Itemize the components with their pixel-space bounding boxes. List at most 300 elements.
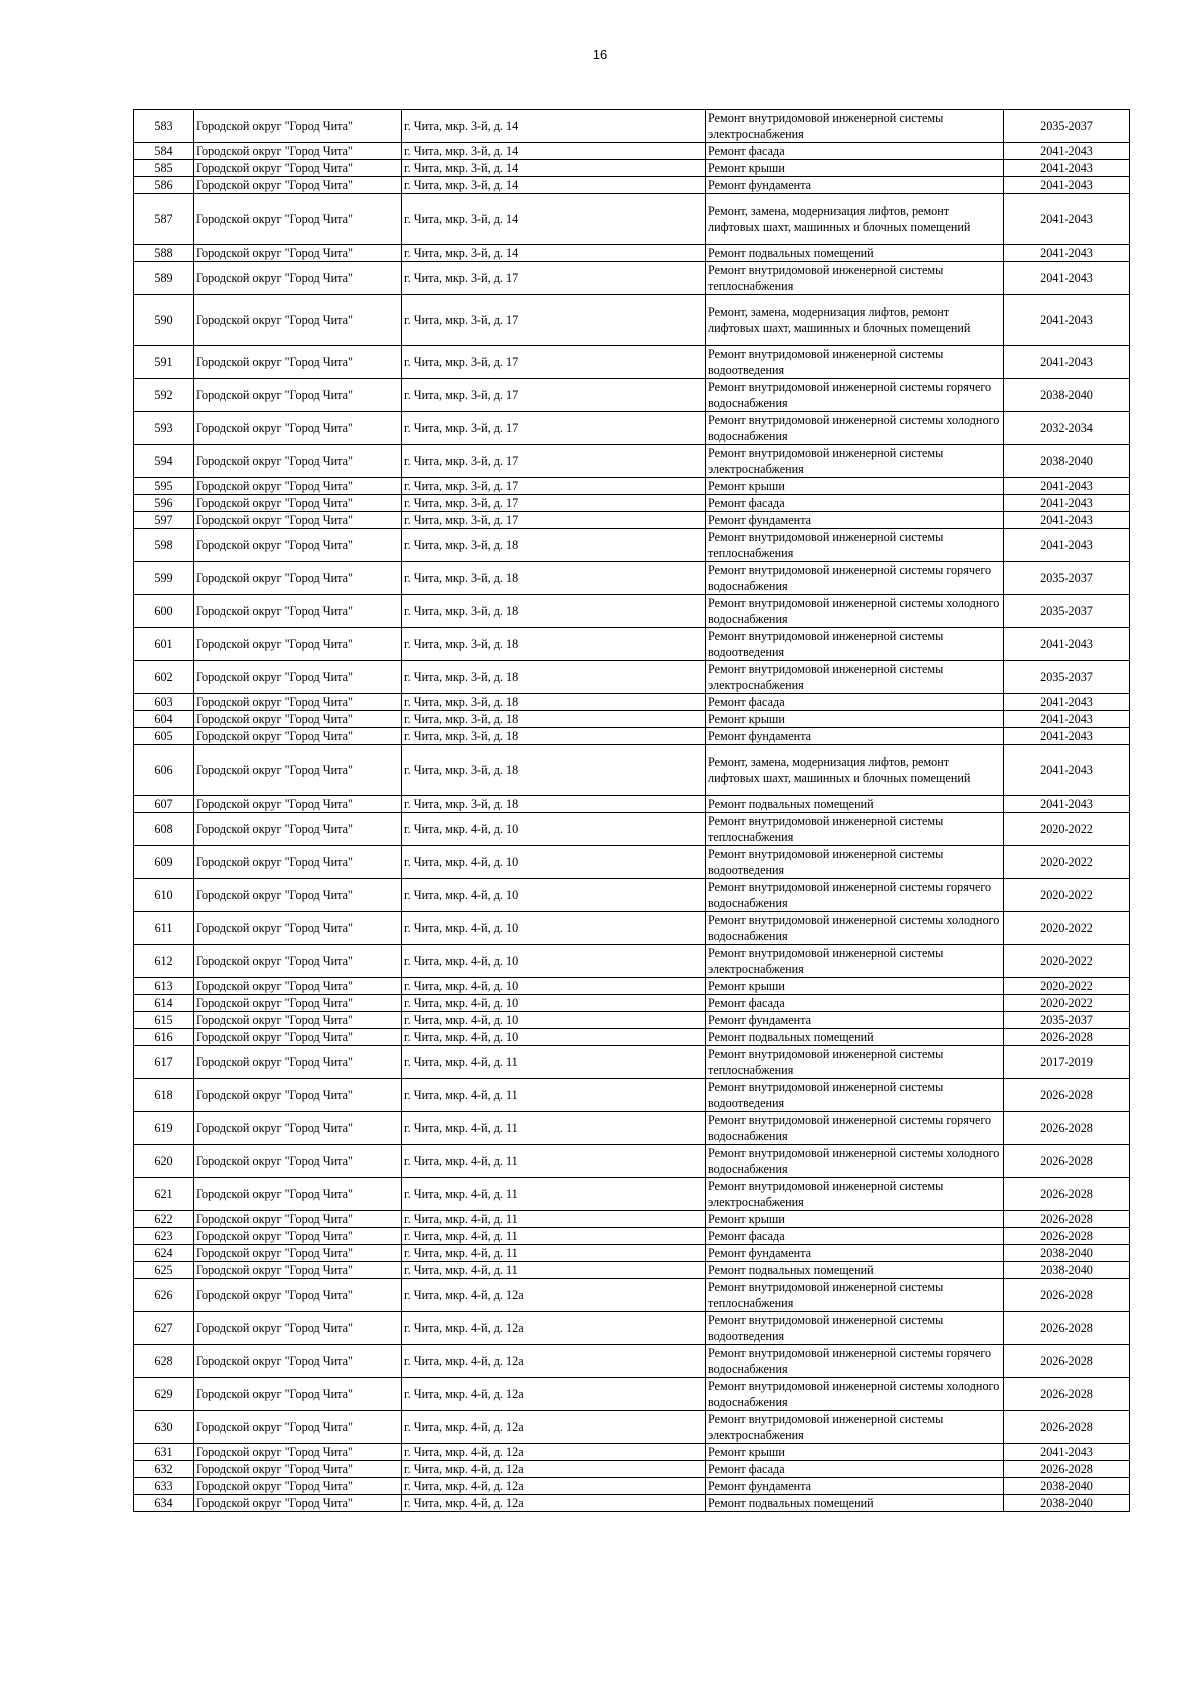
work-type-cell: Ремонт, замена, модернизация лифтов, ремонт лифтовых шахт, машинных и блочных помещений	[706, 194, 1004, 245]
table-row	[134, 143, 1130, 160]
work-type-cell: Ремонт, замена, модернизация лифтов, ремонт лифтовых шахт, машинных и блочных помещений	[706, 745, 1004, 796]
period-cell: 2020-2022	[1004, 912, 1130, 945]
work-type-cell: Ремонт внутридомовой инженерной системы горячего водоснабжения	[706, 879, 1004, 912]
address-cell: г. Чита, мкр. 3-й, д. 17	[402, 495, 706, 512]
period-cell: 2026-2028	[1004, 1178, 1130, 1211]
period-cell: 2026-2028	[1004, 1211, 1130, 1228]
table-row	[134, 1312, 1130, 1345]
work-type-cell: Ремонт крыши	[706, 978, 1004, 995]
period-cell: 2041-2043	[1004, 160, 1130, 177]
work-type-cell: Ремонт фундамента	[706, 1012, 1004, 1029]
table-row	[134, 495, 1130, 512]
address-cell: г. Чита, мкр. 3-й, д. 18	[402, 711, 706, 728]
row-number: 623	[134, 1228, 194, 1245]
municipality-cell: Городской округ "Город Чита"	[194, 711, 402, 728]
work-type-cell: Ремонт фасада	[706, 143, 1004, 160]
row-number: 618	[134, 1079, 194, 1112]
municipality-cell: Городской округ "Город Чита"	[194, 1012, 402, 1029]
work-type-cell: Ремонт крыши	[706, 1444, 1004, 1461]
period-cell: 2035-2037	[1004, 595, 1130, 628]
address-cell: г. Чита, мкр. 4-й, д. 11	[402, 1112, 706, 1145]
municipality-cell: Городской округ "Город Чита"	[194, 1145, 402, 1178]
municipality-cell: Городской округ "Город Чита"	[194, 595, 402, 628]
table-row	[134, 379, 1130, 412]
table-row	[134, 1079, 1130, 1112]
period-cell: 2026-2028	[1004, 1345, 1130, 1378]
municipality-cell: Городской округ "Город Чита"	[194, 1495, 402, 1512]
row-number: 614	[134, 995, 194, 1012]
address-cell: г. Чита, мкр. 4-й, д. 12а	[402, 1378, 706, 1411]
row-number: 602	[134, 661, 194, 694]
address-cell: г. Чита, мкр. 3-й, д. 18	[402, 694, 706, 711]
period-cell: 2038-2040	[1004, 379, 1130, 412]
table-row	[134, 796, 1130, 813]
period-cell: 2017-2019	[1004, 1046, 1130, 1079]
address-cell: г. Чита, мкр. 4-й, д. 11	[402, 1178, 706, 1211]
period-cell: 2026-2028	[1004, 1029, 1130, 1046]
table-row	[134, 1262, 1130, 1279]
municipality-cell: Городской округ "Город Чита"	[194, 1478, 402, 1495]
table-row	[134, 262, 1130, 295]
municipality-cell: Городской округ "Город Чита"	[194, 978, 402, 995]
table-row	[134, 628, 1130, 661]
table-row	[134, 661, 1130, 694]
table-row	[134, 1228, 1130, 1245]
address-cell: г. Чита, мкр. 4-й, д. 11	[402, 1145, 706, 1178]
municipality-cell: Городской округ "Город Чита"	[194, 295, 402, 346]
table-row	[134, 1345, 1130, 1378]
table-row	[134, 846, 1130, 879]
municipality-cell: Городской округ "Город Чита"	[194, 245, 402, 262]
row-number: 610	[134, 879, 194, 912]
work-type-cell: Ремонт внутридомовой инженерной системы электроснабжения	[706, 445, 1004, 478]
row-number: 612	[134, 945, 194, 978]
row-number: 608	[134, 813, 194, 846]
municipality-cell: Городской округ "Город Чита"	[194, 1444, 402, 1461]
address-cell: г. Чита, мкр. 3-й, д. 14	[402, 245, 706, 262]
municipality-cell: Городской округ "Город Чита"	[194, 495, 402, 512]
row-number: 606	[134, 745, 194, 796]
address-cell: г. Чита, мкр. 3-й, д. 18	[402, 562, 706, 595]
address-cell: г. Чита, мкр. 4-й, д. 12а	[402, 1444, 706, 1461]
municipality-cell: Городской округ "Город Чита"	[194, 945, 402, 978]
work-type-cell: Ремонт внутридомовой инженерной системы горячего водоснабжения	[706, 379, 1004, 412]
municipality-cell: Городской округ "Город Чита"	[194, 1178, 402, 1211]
address-cell: г. Чита, мкр. 3-й, д. 14	[402, 194, 706, 245]
address-cell: г. Чита, мкр. 4-й, д. 10	[402, 846, 706, 879]
period-cell: 2035-2037	[1004, 562, 1130, 595]
period-cell: 2041-2043	[1004, 745, 1130, 796]
row-number: 584	[134, 143, 194, 160]
table-row	[134, 995, 1130, 1012]
row-number: 621	[134, 1178, 194, 1211]
table-row	[134, 1112, 1130, 1145]
work-type-cell: Ремонт фундамента	[706, 1245, 1004, 1262]
address-cell: г. Чита, мкр. 3-й, д. 17	[402, 445, 706, 478]
municipality-cell: Городской округ "Город Чита"	[194, 1262, 402, 1279]
work-type-cell: Ремонт крыши	[706, 160, 1004, 177]
address-cell: г. Чита, мкр. 3-й, д. 17	[402, 478, 706, 495]
row-number: 595	[134, 478, 194, 495]
address-cell: г. Чита, мкр. 3-й, д. 14	[402, 143, 706, 160]
address-cell: г. Чита, мкр. 3-й, д. 18	[402, 661, 706, 694]
work-type-cell: Ремонт внутридомовой инженерной системы горячего водоснабжения	[706, 1112, 1004, 1145]
period-cell: 2026-2028	[1004, 1145, 1130, 1178]
work-type-cell: Ремонт подвальных помещений	[706, 796, 1004, 813]
work-type-cell: Ремонт внутридомовой инженерной системы холодного водоснабжения	[706, 1145, 1004, 1178]
municipality-cell: Городской округ "Город Чита"	[194, 1112, 402, 1145]
period-cell: 2026-2028	[1004, 1112, 1130, 1145]
row-number: 631	[134, 1444, 194, 1461]
address-cell: г. Чита, мкр. 4-й, д. 11	[402, 1245, 706, 1262]
period-cell: 2041-2043	[1004, 628, 1130, 661]
work-type-cell: Ремонт внутридомовой инженерной системы водоотведения	[706, 846, 1004, 879]
address-cell: г. Чита, мкр. 4-й, д. 11	[402, 1262, 706, 1279]
period-cell: 2026-2028	[1004, 1461, 1130, 1478]
address-cell: г. Чита, мкр. 4-й, д. 10	[402, 945, 706, 978]
municipality-cell: Городской округ "Город Чита"	[194, 813, 402, 846]
address-cell: г. Чита, мкр. 4-й, д. 11	[402, 1046, 706, 1079]
municipality-cell: Городской округ "Город Чита"	[194, 1029, 402, 1046]
address-cell: г. Чита, мкр. 4-й, д. 10	[402, 995, 706, 1012]
period-cell: 2041-2043	[1004, 694, 1130, 711]
table-row	[134, 1046, 1130, 1079]
address-cell: г. Чита, мкр. 4-й, д. 12а	[402, 1345, 706, 1378]
period-cell: 2041-2043	[1004, 194, 1130, 245]
period-cell: 2032-2034	[1004, 412, 1130, 445]
work-type-cell: Ремонт фундамента	[706, 1478, 1004, 1495]
work-type-cell: Ремонт фасада	[706, 1228, 1004, 1245]
period-cell: 2035-2037	[1004, 661, 1130, 694]
work-type-cell: Ремонт внутридомовой инженерной системы электроснабжения	[706, 1411, 1004, 1444]
address-cell: г. Чита, мкр. 3-й, д. 17	[402, 262, 706, 295]
period-cell: 2038-2040	[1004, 1478, 1130, 1495]
table-row	[134, 562, 1130, 595]
table-row	[134, 728, 1130, 745]
page-number: 16	[592, 47, 608, 62]
table-row	[134, 1279, 1130, 1312]
table-row	[134, 412, 1130, 445]
table-row	[134, 110, 1130, 143]
row-number: 585	[134, 160, 194, 177]
row-number: 600	[134, 595, 194, 628]
work-type-cell: Ремонт внутридомовой инженерной системы водоотведения	[706, 1312, 1004, 1345]
table-row	[134, 1145, 1130, 1178]
row-number: 633	[134, 1478, 194, 1495]
row-number: 625	[134, 1262, 194, 1279]
work-type-cell: Ремонт внутридомовой инженерной системы теплоснабжения	[706, 1046, 1004, 1079]
municipality-cell: Городской округ "Город Чита"	[194, 1079, 402, 1112]
address-cell: г. Чита, мкр. 4-й, д. 10	[402, 912, 706, 945]
period-cell: 2020-2022	[1004, 879, 1130, 912]
period-cell: 2026-2028	[1004, 1312, 1130, 1345]
period-cell: 2041-2043	[1004, 495, 1130, 512]
address-cell: г. Чита, мкр. 3-й, д. 18	[402, 745, 706, 796]
address-cell: г. Чита, мкр. 4-й, д. 12а	[402, 1411, 706, 1444]
municipality-cell: Городской округ "Город Чита"	[194, 1245, 402, 1262]
table-row	[134, 978, 1130, 995]
row-number: 590	[134, 295, 194, 346]
period-cell: 2020-2022	[1004, 846, 1130, 879]
table-row	[134, 912, 1130, 945]
row-number: 586	[134, 177, 194, 194]
row-number: 605	[134, 728, 194, 745]
period-cell: 2026-2028	[1004, 1279, 1130, 1312]
work-type-cell: Ремонт фасада	[706, 995, 1004, 1012]
table-row	[134, 1461, 1130, 1478]
period-cell: 2041-2043	[1004, 346, 1130, 379]
work-type-cell: Ремонт внутридомовой инженерной системы теплоснабжения	[706, 529, 1004, 562]
work-type-cell: Ремонт внутридомовой инженерной системы электроснабжения	[706, 945, 1004, 978]
row-number: 596	[134, 495, 194, 512]
table-row	[134, 445, 1130, 478]
work-type-cell: Ремонт фасада	[706, 694, 1004, 711]
table-row	[134, 478, 1130, 495]
address-cell: г. Чита, мкр. 3-й, д. 17	[402, 346, 706, 379]
row-number: 630	[134, 1411, 194, 1444]
work-type-cell: Ремонт внутридомовой инженерной системы водоотведения	[706, 628, 1004, 661]
table-row	[134, 1495, 1130, 1512]
period-cell: 2041-2043	[1004, 796, 1130, 813]
period-cell: 2041-2043	[1004, 512, 1130, 529]
row-number: 634	[134, 1495, 194, 1512]
period-cell: 2041-2043	[1004, 262, 1130, 295]
period-cell: 2041-2043	[1004, 245, 1130, 262]
period-cell: 2020-2022	[1004, 995, 1130, 1012]
municipality-cell: Городской округ "Город Чита"	[194, 512, 402, 529]
period-cell: 2041-2043	[1004, 143, 1130, 160]
municipality-cell: Городской округ "Город Чита"	[194, 1461, 402, 1478]
period-cell: 2038-2040	[1004, 1262, 1130, 1279]
row-number: 591	[134, 346, 194, 379]
work-type-cell: Ремонт внутридомовой инженерной системы водоотведения	[706, 1079, 1004, 1112]
municipality-cell: Городской округ "Город Чита"	[194, 262, 402, 295]
table-row	[134, 711, 1130, 728]
table-row	[134, 1478, 1130, 1495]
municipality-cell: Городской округ "Город Чита"	[194, 160, 402, 177]
address-cell: г. Чита, мкр. 3-й, д. 14	[402, 177, 706, 194]
period-cell: 2041-2043	[1004, 711, 1130, 728]
period-cell: 2026-2028	[1004, 1411, 1130, 1444]
period-cell: 2026-2028	[1004, 1378, 1130, 1411]
period-cell: 2020-2022	[1004, 978, 1130, 995]
period-cell: 2038-2040	[1004, 445, 1130, 478]
work-type-cell: Ремонт внутридомовой инженерной системы электроснабжения	[706, 1178, 1004, 1211]
address-cell: г. Чита, мкр. 3-й, д. 18	[402, 595, 706, 628]
address-cell: г. Чита, мкр. 4-й, д. 10	[402, 1012, 706, 1029]
period-cell: 2026-2028	[1004, 1228, 1130, 1245]
address-cell: г. Чита, мкр. 4-й, д. 10	[402, 879, 706, 912]
table-row	[134, 1178, 1130, 1211]
table-row	[134, 1012, 1130, 1029]
period-cell: 2038-2040	[1004, 1245, 1130, 1262]
row-number: 613	[134, 978, 194, 995]
row-number: 592	[134, 379, 194, 412]
address-cell: г. Чита, мкр. 4-й, д. 11	[402, 1079, 706, 1112]
table-row	[134, 1211, 1130, 1228]
table-row	[134, 813, 1130, 846]
municipality-cell: Городской округ "Город Чита"	[194, 728, 402, 745]
work-type-cell: Ремонт крыши	[706, 478, 1004, 495]
table-row	[134, 945, 1130, 978]
municipality-cell: Городской округ "Город Чита"	[194, 177, 402, 194]
work-type-cell: Ремонт внутридомовой инженерной системы холодного водоснабжения	[706, 412, 1004, 445]
row-number: 624	[134, 1245, 194, 1262]
work-type-cell: Ремонт, замена, модернизация лифтов, ремонт лифтовых шахт, машинных и блочных помещений	[706, 295, 1004, 346]
address-cell: г. Чита, мкр. 3-й, д. 18	[402, 529, 706, 562]
table-row	[134, 194, 1130, 245]
row-number: 607	[134, 796, 194, 813]
table-row	[134, 879, 1130, 912]
municipality-cell: Городской округ "Город Чита"	[194, 1046, 402, 1079]
address-cell: г. Чита, мкр. 4-й, д. 11	[402, 1211, 706, 1228]
municipality-cell: Городской округ "Город Чита"	[194, 1211, 402, 1228]
row-number: 587	[134, 194, 194, 245]
row-number: 628	[134, 1345, 194, 1378]
row-number: 626	[134, 1279, 194, 1312]
work-type-cell: Ремонт внутридомовой инженерной системы теплоснабжения	[706, 813, 1004, 846]
row-number: 588	[134, 245, 194, 262]
address-cell: г. Чита, мкр. 3-й, д. 17	[402, 295, 706, 346]
address-cell: г. Чита, мкр. 4-й, д. 12а	[402, 1461, 706, 1478]
row-number: 599	[134, 562, 194, 595]
work-type-cell: Ремонт внутридомовой инженерной системы холодного водоснабжения	[706, 595, 1004, 628]
table-row	[134, 595, 1130, 628]
address-cell: г. Чита, мкр. 3-й, д. 17	[402, 512, 706, 529]
municipality-cell: Городской округ "Город Чита"	[194, 1411, 402, 1444]
period-cell: 2035-2037	[1004, 1012, 1130, 1029]
municipality-cell: Городской округ "Город Чита"	[194, 445, 402, 478]
work-type-cell: Ремонт фасада	[706, 1461, 1004, 1478]
table-row	[134, 512, 1130, 529]
work-type-cell: Ремонт фундамента	[706, 177, 1004, 194]
work-type-cell: Ремонт фасада	[706, 495, 1004, 512]
row-number: 593	[134, 412, 194, 445]
row-number: 583	[134, 110, 194, 143]
table-row	[134, 529, 1130, 562]
address-cell: г. Чита, мкр. 3-й, д. 17	[402, 412, 706, 445]
row-number: 615	[134, 1012, 194, 1029]
work-type-cell: Ремонт внутридомовой инженерной системы холодного водоснабжения	[706, 912, 1004, 945]
address-cell: г. Чита, мкр. 3-й, д. 17	[402, 379, 706, 412]
row-number: 617	[134, 1046, 194, 1079]
table-row	[134, 177, 1130, 194]
table-row	[134, 1245, 1130, 1262]
address-cell: г. Чита, мкр. 4-й, д. 10	[402, 1029, 706, 1046]
row-number: 589	[134, 262, 194, 295]
address-cell: г. Чита, мкр. 3-й, д. 18	[402, 796, 706, 813]
row-number: 597	[134, 512, 194, 529]
municipality-cell: Городской округ "Город Чита"	[194, 412, 402, 445]
address-cell: г. Чита, мкр. 4-й, д. 11	[402, 1228, 706, 1245]
address-cell: г. Чита, мкр. 3-й, д. 14	[402, 110, 706, 143]
period-cell: 2020-2022	[1004, 813, 1130, 846]
address-cell: г. Чита, мкр. 4-й, д. 12а	[402, 1312, 706, 1345]
period-cell: 2035-2037	[1004, 110, 1130, 143]
municipality-cell: Городской округ "Город Чита"	[194, 796, 402, 813]
municipality-cell: Городской округ "Город Чита"	[194, 110, 402, 143]
municipality-cell: Городской округ "Город Чита"	[194, 879, 402, 912]
municipality-cell: Городской округ "Город Чита"	[194, 661, 402, 694]
row-number: 604	[134, 711, 194, 728]
work-type-cell: Ремонт внутридомовой инженерной системы горячего водоснабжения	[706, 1345, 1004, 1378]
municipality-cell: Городской округ "Город Чита"	[194, 143, 402, 160]
row-number: 620	[134, 1145, 194, 1178]
work-type-cell: Ремонт фундамента	[706, 728, 1004, 745]
table-row	[134, 295, 1130, 346]
municipality-cell: Городской округ "Город Чита"	[194, 1345, 402, 1378]
municipality-cell: Городской округ "Город Чита"	[194, 995, 402, 1012]
work-type-cell: Ремонт внутридомовой инженерной системы горячего водоснабжения	[706, 562, 1004, 595]
table-row	[134, 245, 1130, 262]
row-number: 619	[134, 1112, 194, 1145]
work-type-cell: Ремонт крыши	[706, 711, 1004, 728]
table-row	[134, 1411, 1130, 1444]
work-type-cell: Ремонт подвальных помещений	[706, 1495, 1004, 1512]
municipality-cell: Городской округ "Город Чита"	[194, 1228, 402, 1245]
municipality-cell: Городской округ "Город Чита"	[194, 846, 402, 879]
period-cell: 2041-2043	[1004, 529, 1130, 562]
row-number: 611	[134, 912, 194, 945]
period-cell: 2041-2043	[1004, 728, 1130, 745]
municipality-cell: Городской округ "Город Чита"	[194, 1312, 402, 1345]
work-type-cell: Ремонт внутридомовой инженерной системы холодного водоснабжения	[706, 1378, 1004, 1411]
period-cell: 2038-2040	[1004, 1495, 1130, 1512]
row-number: 622	[134, 1211, 194, 1228]
capital-repair-table	[133, 109, 1130, 1512]
address-cell: г. Чита, мкр. 3-й, д. 18	[402, 628, 706, 661]
row-number: 598	[134, 529, 194, 562]
municipality-cell: Городской округ "Город Чита"	[194, 478, 402, 495]
table-row	[134, 1378, 1130, 1411]
period-cell: 2020-2022	[1004, 945, 1130, 978]
work-type-cell: Ремонт подвальных помещений	[706, 1262, 1004, 1279]
row-number: 601	[134, 628, 194, 661]
table-body	[134, 110, 1130, 1512]
municipality-cell: Городской округ "Город Чита"	[194, 628, 402, 661]
address-cell: г. Чита, мкр. 3-й, д. 18	[402, 728, 706, 745]
period-cell: 2041-2043	[1004, 1444, 1130, 1461]
address-cell: г. Чита, мкр. 4-й, д. 10	[402, 813, 706, 846]
municipality-cell: Городской округ "Город Чита"	[194, 1279, 402, 1312]
table-row	[134, 745, 1130, 796]
period-cell: 2026-2028	[1004, 1079, 1130, 1112]
table-row	[134, 1444, 1130, 1461]
municipality-cell: Городской округ "Город Чита"	[194, 694, 402, 711]
row-number: 629	[134, 1378, 194, 1411]
work-type-cell: Ремонт подвальных помещений	[706, 245, 1004, 262]
municipality-cell: Городской округ "Город Чита"	[194, 194, 402, 245]
address-cell: г. Чита, мкр. 4-й, д. 12а	[402, 1495, 706, 1512]
table-row	[134, 1029, 1130, 1046]
row-number: 594	[134, 445, 194, 478]
period-cell: 2041-2043	[1004, 295, 1130, 346]
municipality-cell: Городской округ "Город Чита"	[194, 379, 402, 412]
work-type-cell: Ремонт фундамента	[706, 512, 1004, 529]
period-cell: 2041-2043	[1004, 478, 1130, 495]
municipality-cell: Городской округ "Город Чита"	[194, 562, 402, 595]
municipality-cell: Городской округ "Город Чита"	[194, 529, 402, 562]
work-type-cell: Ремонт внутридомовой инженерной системы теплоснабжения	[706, 1279, 1004, 1312]
row-number: 627	[134, 1312, 194, 1345]
work-type-cell: Ремонт внутридомовой инженерной системы электроснабжения	[706, 110, 1004, 143]
work-type-cell: Ремонт внутридомовой инженерной системы водоотведения	[706, 346, 1004, 379]
period-cell: 2041-2043	[1004, 177, 1130, 194]
table-row	[134, 694, 1130, 711]
municipality-cell: Городской округ "Город Чита"	[194, 912, 402, 945]
municipality-cell: Городской округ "Город Чита"	[194, 1378, 402, 1411]
work-type-cell: Ремонт внутридомовой инженерной системы теплоснабжения	[706, 262, 1004, 295]
